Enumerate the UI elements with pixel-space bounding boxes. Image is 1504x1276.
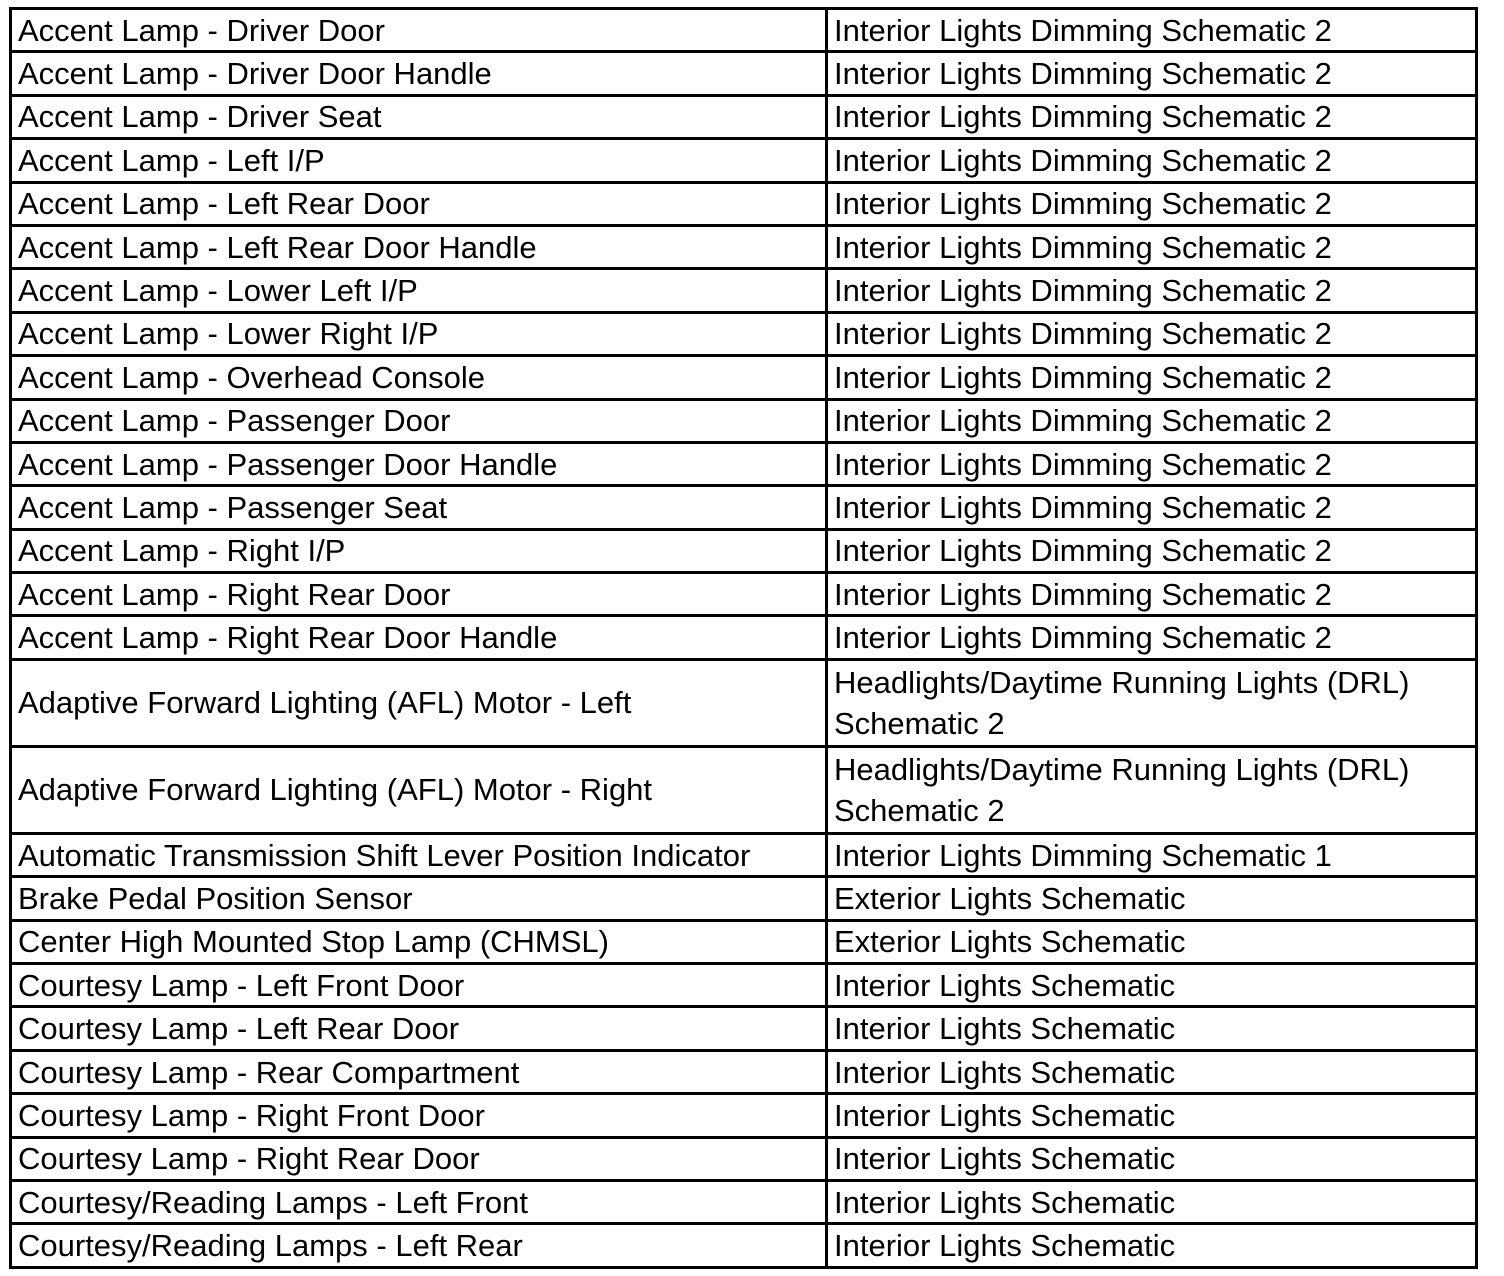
schematic-cell: Headlights/Daytime Running Lights (DRL) Schematic 2 [827,659,1477,746]
component-cell: Accent Lamp - Right Rear Door [11,573,827,616]
table-row [11,486,1477,529]
component-cell: Courtesy Lamp - Right Rear Door [11,1137,827,1180]
schematic-cell: Interior Lights Dimming Schematic 2 [827,139,1477,182]
table-row [11,529,1477,572]
table-row [11,877,1477,920]
table-row [11,269,1477,312]
table-row [11,1007,1477,1050]
table-row [11,442,1477,485]
component-cell: Courtesy Lamp - Right Front Door [11,1094,827,1137]
schematic-cell: Exterior Lights Schematic [827,877,1477,920]
component-cell: Accent Lamp - Passenger Door Handle [11,442,827,485]
schematic-cell: Exterior Lights Schematic [827,920,1477,963]
table-row [11,52,1477,95]
schematic-cell: Interior Lights Schematic [827,1007,1477,1050]
component-cell: Accent Lamp - Driver Door [11,9,827,52]
schematic-cell: Interior Lights Dimming Schematic 2 [827,573,1477,616]
table-row [11,833,1477,876]
schematic-cell: Headlights/Daytime Running Lights (DRL) Schematic 2 [827,746,1477,833]
component-cell: Accent Lamp - Left I/P [11,139,827,182]
schematic-cell: Interior Lights Dimming Schematic 2 [827,182,1477,225]
table-row [11,1224,1477,1267]
schematic-cell: Interior Lights Dimming Schematic 2 [827,399,1477,442]
schematic-cell: Interior Lights Dimming Schematic 2 [827,356,1477,399]
table-row [11,399,1477,442]
table-row [11,659,1477,746]
component-cell: Center High Mounted Stop Lamp (CHMSL) [11,920,827,963]
component-cell: Accent Lamp - Passenger Seat [11,486,827,529]
table-row [11,746,1477,833]
table-row [11,182,1477,225]
component-cell: Courtesy/Reading Lamps - Left Front [11,1180,827,1223]
schematic-cell: Interior Lights Dimming Schematic 2 [827,225,1477,268]
table-row [11,139,1477,182]
component-cell: Accent Lamp - Right I/P [11,529,827,572]
table-row [11,964,1477,1007]
schematic-cell: Interior Lights Dimming Schematic 2 [827,529,1477,572]
component-cell: Accent Lamp - Lower Right I/P [11,312,827,355]
component-cell: Brake Pedal Position Sensor [11,877,827,920]
table-body [11,9,1477,1268]
schematic-cell: Interior Lights Dimming Schematic 2 [827,486,1477,529]
table-row [11,1050,1477,1093]
schematic-cell: Interior Lights Schematic [827,1224,1477,1267]
component-schematic-table [9,7,1478,1269]
schematic-cell: Interior Lights Dimming Schematic 2 [827,52,1477,95]
schematic-cell: Interior Lights Schematic [827,1137,1477,1180]
component-cell: Accent Lamp - Right Rear Door Handle [11,616,827,659]
table-row [11,920,1477,963]
component-cell: Courtesy/Reading Lamps - Left Rear [11,1224,827,1267]
component-cell: Accent Lamp - Left Rear Door Handle [11,225,827,268]
component-cell: Accent Lamp - Passenger Door [11,399,827,442]
table-row [11,225,1477,268]
schematic-cell: Interior Lights Schematic [827,964,1477,1007]
schematic-cell: Interior Lights Dimming Schematic 2 [827,269,1477,312]
table-row [11,1180,1477,1223]
schematic-cell: Interior Lights Schematic [827,1050,1477,1093]
component-cell: Accent Lamp - Lower Left I/P [11,269,827,312]
schematic-cell: Interior Lights Dimming Schematic 2 [827,95,1477,138]
schematic-cell: Interior Lights Dimming Schematic 2 [827,442,1477,485]
schematic-cell: Interior Lights Schematic [827,1180,1477,1223]
component-cell: Automatic Transmission Shift Lever Position Indicator [11,833,827,876]
table-row [11,616,1477,659]
component-cell: Adaptive Forward Lighting (AFL) Motor - Left [11,659,827,746]
table-row [11,9,1477,52]
table-row [11,1094,1477,1137]
table-row [11,356,1477,399]
component-cell: Accent Lamp - Overhead Console [11,356,827,399]
schematic-cell: Interior Lights Dimming Schematic 1 [827,833,1477,876]
component-cell: Accent Lamp - Driver Door Handle [11,52,827,95]
component-cell: Courtesy Lamp - Left Rear Door [11,1007,827,1050]
table-row [11,1137,1477,1180]
table-row [11,95,1477,138]
schematic-cell: Interior Lights Dimming Schematic 2 [827,616,1477,659]
table-row [11,573,1477,616]
schematic-cell: Interior Lights Dimming Schematic 2 [827,9,1477,52]
component-cell: Adaptive Forward Lighting (AFL) Motor - Right [11,746,827,833]
schematic-cell: Interior Lights Dimming Schematic 2 [827,312,1477,355]
component-cell: Courtesy Lamp - Left Front Door [11,964,827,1007]
component-cell: Accent Lamp - Driver Seat [11,95,827,138]
component-cell: Accent Lamp - Left Rear Door [11,182,827,225]
component-cell: Courtesy Lamp - Rear Compartment [11,1050,827,1093]
table-row [11,312,1477,355]
schematic-cell: Interior Lights Schematic [827,1094,1477,1137]
